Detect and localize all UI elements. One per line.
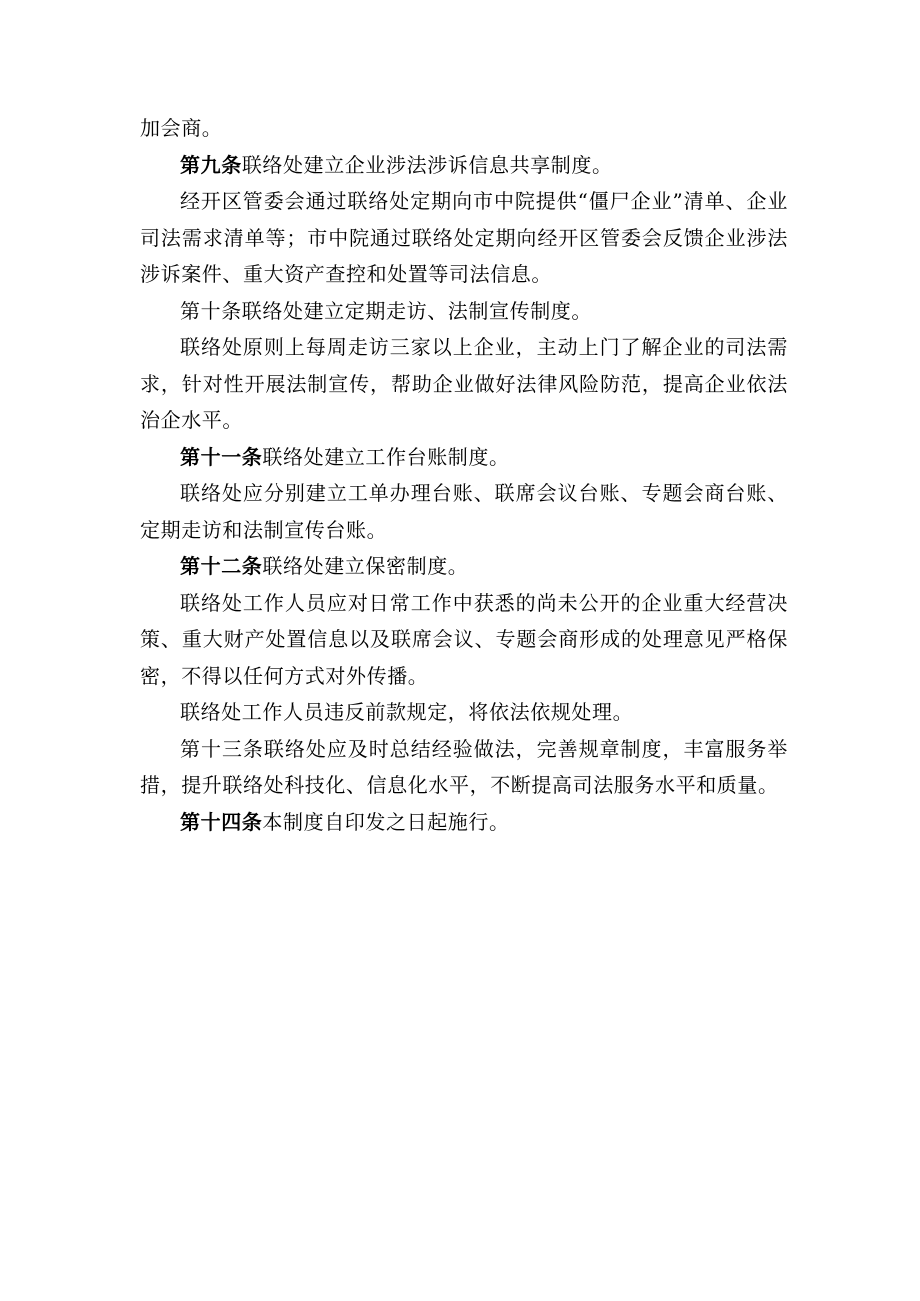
article-number: 第十一条 — [180, 444, 263, 469]
article-title: 联络处建立保密制度。 — [262, 554, 469, 578]
article-title: 联络处建立企业涉法涉诉信息共享制度。 — [241, 152, 613, 177]
paragraph-text: 加会商。 — [140, 116, 223, 140]
article-11-heading — [140, 439, 788, 476]
article-title: 本制度自印发之日起施行。 — [262, 809, 510, 834]
paragraph-text: 联络处原则上每周走访三家以上企业，主动上门了解企业的司法需求，针对性开展法制宣传，帮助企业做好法律风险防范，提高企业依法治企水平。 — [140, 335, 788, 432]
article-number: 第十四条 — [180, 809, 263, 834]
paragraph — [140, 475, 788, 548]
paragraph — [140, 329, 788, 439]
paragraph-text: 第十三条联络处应及时总结经验做法，完善规章制度，丰富服务举措，提升联络处科技化、信息化水平，不断提高司法服务水平和质量。 — [140, 736, 788, 797]
article-10-heading — [140, 293, 788, 330]
paragraph — [140, 585, 788, 695]
paragraph — [140, 183, 788, 293]
article-13-paragraph — [140, 731, 788, 804]
paragraph — [140, 694, 788, 731]
paragraph-continuation — [140, 110, 788, 147]
article-9-heading — [140, 147, 788, 184]
article-number: 第九条 — [180, 152, 242, 177]
paragraph-text: 经开区管委会通过联络处定期向市中院提供“僵尸企业”清单、企业司法需求清单等；市中院通过联络处定期向经开区管委会反馈企业涉法涉诉案件、重大资产查控和处置等司法信息。 — [140, 189, 788, 286]
document-page — [140, 110, 788, 840]
paragraph-text: 第十条联络处建立定期走访、法制宣传制度。 — [180, 298, 592, 323]
article-number: 第十二条 — [180, 554, 263, 578]
article-title: 联络处建立工作台账制度。 — [262, 444, 510, 469]
article-14-heading — [140, 804, 788, 841]
paragraph-text: 联络处应分别建立工单办理台账、联席会议台账、专题会商台账、定期走访和法制宣传台账。 — [140, 481, 788, 542]
paragraph-text: 联络处工作人员应对日常工作中获悉的尚未公开的企业重大经营决策、重大财产处置信息以及联席会议、专题会商形成的处理意见严格保密，不得以任何方式对外传播。 — [140, 590, 788, 688]
paragraph-text: 联络处工作人员违反前款规定，将依法依规处理。 — [180, 700, 634, 724]
article-12-heading — [140, 548, 788, 585]
